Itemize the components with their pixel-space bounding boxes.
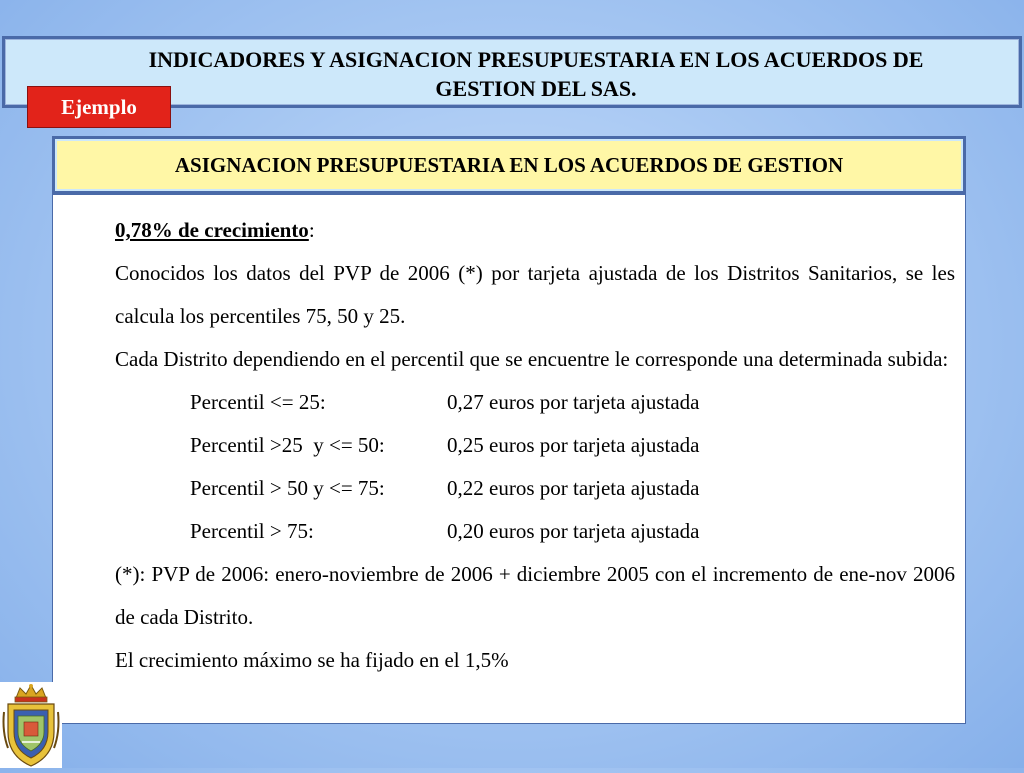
percentile-value: 0,20 euros por tarjeta ajustada [447, 519, 700, 543]
percentile-value: 0,22 euros por tarjeta ajustada [447, 476, 700, 500]
percentile-row [115, 467, 955, 510]
ejemplo-badge: Ejemplo [27, 86, 171, 128]
percentile-row [115, 381, 955, 424]
slide-title [65, 45, 1007, 103]
percentile-value: 0,27 euros por tarjeta ajustada [447, 390, 700, 414]
percentile-label: Percentil >25 y <= 50: [190, 433, 385, 457]
footnote: (*): PVP de 2006: enero-noviembre de 2006 + diciembre 2005 con el incremento de ene-nov 2006 de cada Distrito. [115, 562, 955, 629]
percentile-label: Percentil > 50 y <= 75: [190, 476, 385, 500]
content-body [115, 209, 955, 682]
coat-of-arms-icon [0, 682, 62, 768]
closing-statement: El crecimiento máximo se ha fijado en el 1,5% [115, 648, 509, 672]
section-subtitle-text: ASIGNACION PRESUPUESTARIA EN LOS ACUERDOS DE GESTION [174, 152, 844, 177]
percentile-value: 0,25 euros por tarjeta ajustada [447, 433, 700, 457]
slide-title-line1: INDICADORES Y ASIGNACION PRESUPUESTARIA EN LOS ACUERDOS DE [148, 47, 924, 72]
paragraph-district: Cada Distrito dependiendo en el percentil que se encuentre le corresponde una determinada subida: [115, 347, 949, 371]
section-subtitle [52, 136, 966, 194]
percentile-label: Percentil <= 25: [190, 390, 326, 414]
growth-heading-text: 0,78% de crecimiento [115, 218, 309, 242]
content-panel [52, 194, 966, 724]
percentile-row [115, 510, 955, 553]
growth-heading [115, 209, 955, 252]
growth-heading-colon: : [308, 218, 315, 242]
percentile-row [115, 424, 955, 467]
slide-title-line2: GESTION DEL SAS. [435, 76, 637, 101]
paragraph-pvp: Conocidos los datos del PVP de 2006 (*) por tarjeta ajustada de los Distritos Sanitarios, se les calcula los percentiles 75, 50 y 25. [115, 261, 955, 328]
percentile-label: Percentil > 75: [190, 519, 314, 543]
